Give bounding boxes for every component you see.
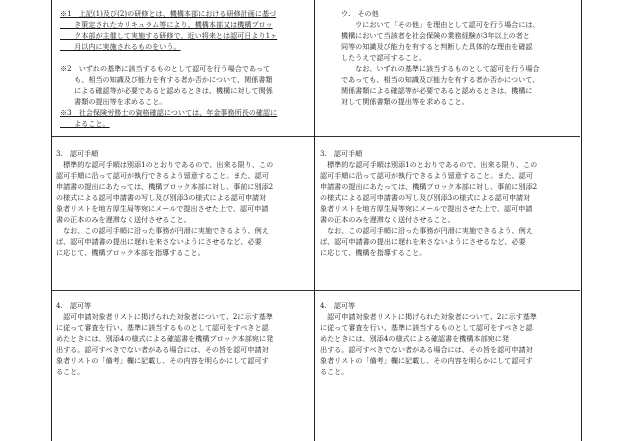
paragraph-line: 出する。認可すべきでない者がある場合には、その旨を認可申請対: [56, 345, 269, 354]
paragraph-line: ウにおいて「その他」を理由として認可を行う場合には、: [341, 20, 540, 29]
paragraph-line: ること。: [56, 367, 85, 376]
note-1-line: ク本部が主催して実施する研修で、近い将来とは認可日より1ヶ: [60, 31, 278, 40]
paragraph-line: 対して関係書類の提出等を求めること。: [341, 97, 469, 106]
paragraph-line: 出する。認可すべきでない者がある場合には、その旨を認可申請対: [320, 345, 533, 354]
current-column: [315, 0, 582, 441]
paragraph-line: 標準的な認可手順は別添1のとおりであるので、出来る限り、この: [320, 160, 538, 169]
section-divider: [52, 136, 314, 137]
section-heading: 3. 認可手順: [320, 149, 363, 158]
note-2-line: 書類の提出等を求めること。: [60, 97, 167, 106]
paragraph-line: 象者リストの「備考」欄に記載し、その内容を明らかにして認可す: [320, 356, 533, 365]
section-divider: [315, 290, 580, 291]
section-heading: 4. 認可等: [320, 301, 356, 310]
paragraph-line: 認可申請対象者リストに掲げられた対象者について、2に示す基準: [320, 312, 537, 321]
paragraph-line: 認可手順に沿って認可が執行できるよう留意すること。また、認可: [56, 171, 269, 180]
note-1-line: ※1 上記(1)及び(2)の研修とは、機構本部における研修計画に基づ: [60, 9, 277, 18]
paragraph-line: であっても、相当の知識及び能力を有する者か否かについて、: [341, 75, 540, 84]
paragraph-line: なお、この認可手順に沿った事務が円滑に実施できるよう、例え: [320, 226, 533, 235]
item-heading: ウ. その他: [341, 9, 379, 18]
paragraph-line: 認可手順に沿って認可が執行できるよう留意すること。また、認可: [320, 171, 533, 180]
paragraph-line: 機構において当該者を社会保険の業務経験が3年以上の者と: [341, 31, 530, 40]
section-divider: [315, 136, 580, 137]
section-heading: 3. 認可手順: [56, 149, 99, 158]
paragraph-line: 書の正本のみを遅滞なく送付させること。: [320, 215, 455, 224]
paragraph-line: 同等の知識及び能力を有すると判断した具体的な理由を確認: [341, 42, 533, 51]
section-heading: 4. 認可等: [56, 301, 92, 310]
paragraph-line: ば、認可申請書の提出に遅れを来さないようにさせるなど、必要: [56, 237, 262, 246]
paragraph-line: 関係書類による確認等が必要であると認めるときは、機構に: [341, 86, 533, 95]
note-3-line: ※3 社会保険労務士の資格確認については、年金事務所長の確認に: [60, 108, 278, 117]
paragraph-line: なお、この認可手順に沿った事務が円滑に実施できるよう、例え: [56, 226, 269, 235]
paragraph-line: したうえで認可すること。: [341, 53, 427, 62]
paragraph-line: めたときには、別添4の様式による確認書を機構本部宛に発: [320, 334, 509, 343]
paragraph-line: 象者リストの「備考」欄に記載し、その内容を明らかにして認可す: [56, 356, 269, 365]
section-divider: [52, 290, 314, 291]
note-2-line: による確認等が必要であると認めるときは、機構に対して関係: [60, 86, 273, 95]
paragraph-line: 標準的な認可手順は別添1のとおりであるので、出来る限り、この: [56, 160, 274, 169]
paragraph-line: 象者リストを地方厚生局等宛にメールで提出させた上で、認可申請: [56, 204, 269, 213]
paragraph-line: めたときには、別添4の様式による確認書を機構ブロック本部宛に発: [56, 334, 274, 343]
paragraph-line: なお、いずれの基準に該当するものとして認可を行う場合: [341, 64, 540, 73]
note-2-line: ※2 いずれの基準に該当するものとして認可を行う場合であって: [60, 64, 271, 73]
revised-column: [51, 0, 315, 441]
note-2-line: も、相当の知識及び能力を有する者か否かについて、関係書類: [60, 75, 273, 84]
note-1-line: き策定されたカリキュラム等により、機構本部又は機構ブロッ: [60, 20, 273, 29]
paragraph-line: の様式による認可申請書の写し及び別添3の様式による認可申請対: [320, 193, 531, 202]
paragraph-line: ば、認可申請書の提出に遅れを来さないようにさせるなど、必要: [320, 237, 526, 246]
paragraph-line: に応じて、機構を指導すること。: [320, 248, 427, 257]
paragraph-line: 認可申請対象者リストに掲げられた対象者について、2に示す基準: [56, 312, 273, 321]
paragraph-line: 申請書の提出にあたっては、機構ブロック本部に対し、事前に別添2: [320, 182, 538, 191]
paragraph-line: ること。: [320, 367, 349, 376]
paragraph-line: 申請書の提出にあたっては、機構ブロック本部に対し、事前に別添2: [56, 182, 274, 191]
paragraph-line: の様式による認可申請書の写し及び別添3の様式による認可申請対: [56, 193, 267, 202]
paragraph-line: 書の正本のみを遅滞なく送付させること。: [56, 215, 191, 224]
paragraph-line: に従って審査を行い、基準に該当するものとして認可をすべきと認: [320, 323, 533, 332]
paragraph-line: に応じて、機構ブロック本部を指導すること。: [56, 248, 205, 257]
note-1-line: 月以内に実施されるものをいう。: [60, 42, 181, 51]
paragraph-line: に従って審査を行い、基準に該当するものとして認可をすべきと認: [56, 323, 269, 332]
note-3-line: よること。: [60, 119, 110, 128]
paragraph-line: 象者リストを地方厚生局等宛にメールで提出させた上で、認可申請: [320, 204, 533, 213]
